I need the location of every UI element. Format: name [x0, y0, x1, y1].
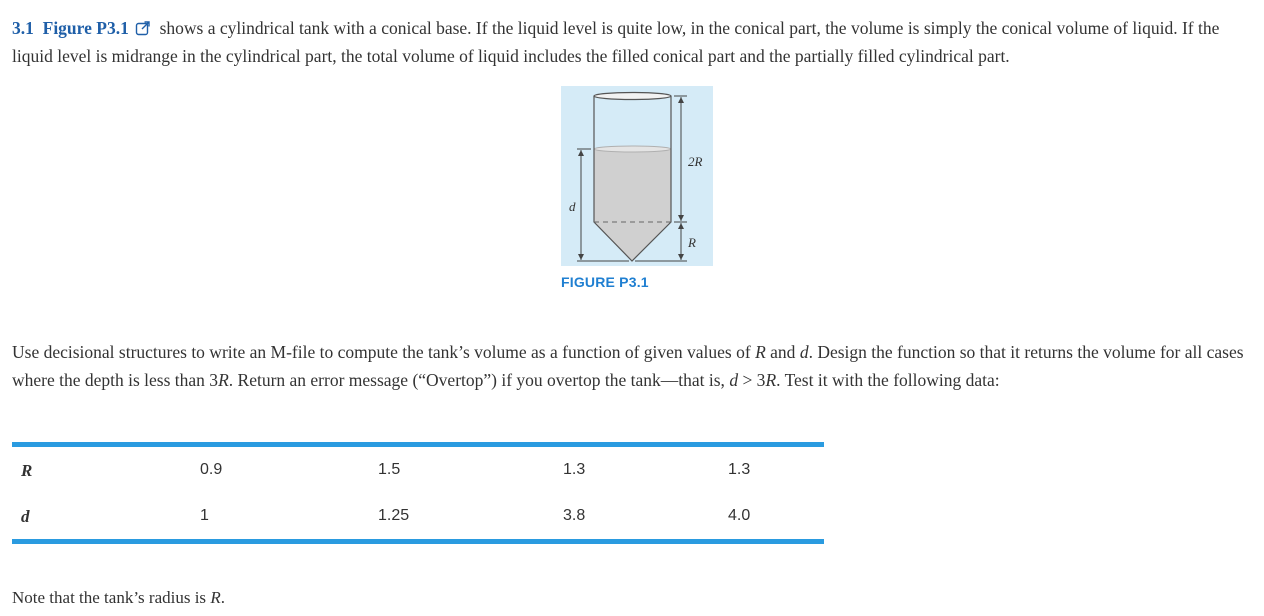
note [12, 588, 225, 608]
var-r: R [755, 342, 766, 362]
table-row-r [12, 447, 824, 493]
var-r-2: R [218, 370, 229, 390]
cell-d-4: 4.0 [728, 507, 751, 524]
table-bottom-rule [12, 539, 824, 544]
task-text-2: . Design the function so that it returns the volume for all cases where the depth is less than 3 [12, 342, 1244, 390]
cell-d-2: 1.25 [378, 507, 410, 524]
var-r-3: R [765, 370, 777, 390]
note-text: Note that the tank’s radius is [12, 588, 211, 607]
row-header-r: R [21, 461, 33, 480]
var-d: d [799, 342, 809, 362]
note-end: . [220, 588, 225, 607]
tank-figure [561, 86, 713, 266]
cell-d-3: 3.8 [563, 507, 586, 524]
task-text-3: . Return an error message (“Overtop”) if you overtop the tank—that is, [228, 370, 730, 390]
note-var: R [210, 588, 221, 607]
data-table [12, 442, 824, 544]
external-link-icon[interactable] [135, 20, 151, 36]
label-d: d [569, 199, 576, 214]
table-row-d [12, 493, 824, 539]
problem-number: 3.1 [12, 18, 34, 38]
label-r: R [688, 235, 696, 250]
cell-r-1: 0.9 [200, 461, 223, 478]
figure-link[interactable]: Figure P3.1 [42, 18, 129, 38]
task-text-4: . Test it with the following data: [776, 370, 1000, 390]
task-statement [12, 338, 1262, 394]
tank-diagram [561, 86, 713, 266]
task-and: and [765, 342, 800, 362]
problem-statement [12, 14, 1252, 70]
tank-top [594, 93, 671, 100]
row-header-d: d [21, 507, 30, 526]
task-cond: > 3 [738, 370, 766, 390]
label-2r: 2R [688, 154, 703, 169]
cell-r-3: 1.3 [563, 461, 586, 478]
task-text-1: Use decisional structures to write an M-file to compute the tank’s volume as a function of given values of [12, 342, 756, 362]
liquid-surface [594, 146, 671, 152]
figure-caption: FIGURE P3.1 [561, 274, 649, 290]
cell-d-1: 1 [200, 507, 209, 524]
cell-r-2: 1.5 [378, 461, 401, 478]
var-d-2: d [729, 370, 739, 390]
intro-text: shows a cylindrical tank with a conical base. If the liquid level is quite low, in the conical part, the volume is simply the conical volume of liquid. If the liquid level is midrange in the cylindrical part, the total volume of liquid includes the filled conical part and the partially filled cylindrical part. [12, 18, 1220, 66]
cell-r-4: 1.3 [728, 461, 751, 478]
